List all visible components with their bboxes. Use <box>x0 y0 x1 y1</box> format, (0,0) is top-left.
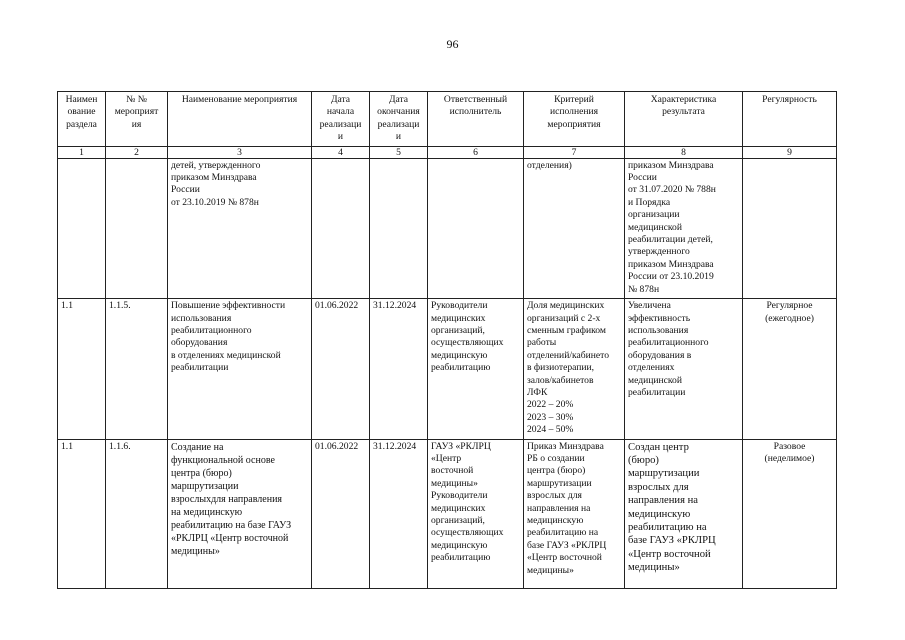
column-number: 8 <box>625 146 743 158</box>
column-number: 6 <box>428 146 524 158</box>
header-criterion: Критерий исполнения мероприятия <box>524 92 625 147</box>
page-number: 96 <box>446 37 459 51</box>
header-measure-number: № № мероприят ия <box>106 92 168 147</box>
cell-regularity <box>743 158 837 298</box>
cell-responsible <box>428 158 524 298</box>
header-start-date: Дата начала реализаци и <box>312 92 370 147</box>
cell-start-date: 01.06.2022 <box>312 299 370 439</box>
column-number: 9 <box>743 146 837 158</box>
cell-criterion: отделения) <box>524 158 625 298</box>
header-section-name: Наимен ование раздела <box>58 92 106 147</box>
column-number: 4 <box>312 146 370 158</box>
cell-regularity: Регулярное (ежегодное) <box>743 299 837 439</box>
cell-result: Создан центр (бюро) маршрутизации взрослых для направления на медицинскую реабилитацию на базе ГАУЗ «РКЛРЦ «Центр восточной медицины» <box>625 439 743 588</box>
cell-end-date: 31.12.2024 <box>370 299 428 439</box>
cell-result: приказом Минздрава России от 31.07.2020 № 788н и Порядка организации медицинской реабилитации детей, утвержденного приказом Минздрава России от 23.10.2019 № 878н <box>625 158 743 298</box>
header-end-date: Дата окончания реализаци и <box>370 92 428 147</box>
cell-number <box>106 158 168 298</box>
column-number-row <box>58 146 837 158</box>
cell-section: 1.1 <box>58 439 106 588</box>
header-regularity: Регулярность <box>743 92 837 147</box>
cell-criterion: Доля медицинских организаций с 2-х сменным графиком работы отделений/кабинето в физиотерапии, залов/кабинетов ЛФК 2022 – 20% 2023 – 30% 2024 – 50% <box>524 299 625 439</box>
cell-result: Увеличена эффективность использования реабилитационного оборудования в отделениях медицинской реабилитации <box>625 299 743 439</box>
cell-criterion: Приказ Минздрава РБ о создании центра (бюро) маршрутизации взрослых для направления на медицинскую реабилитацию на базе ГАУЗ «РКЛРЦ «Центр восточной медицины» <box>524 439 625 588</box>
column-number: 3 <box>168 146 312 158</box>
cell-responsible: Руководители медицинских организаций, осуществляющих медицинскую реабилитацию <box>428 299 524 439</box>
cell-end-date <box>370 158 428 298</box>
header-row <box>58 92 837 147</box>
cell-measure: Создание на функциональной основе центра (бюро) маршрутизации взрослыхдля направления на медицинскую реабилитацию на базе ГАУЗ «РКЛРЦ «Центр восточной медицины» <box>168 439 312 588</box>
cell-number: 1.1.6. <box>106 439 168 588</box>
cell-start-date: 01.06.2022 <box>312 439 370 588</box>
cell-measure: Повышение эффективности использования реабилитационного оборудования в отделениях медицинской реабилитации <box>168 299 312 439</box>
cell-section: 1.1 <box>58 299 106 439</box>
column-number: 1 <box>58 146 106 158</box>
header-responsible: Ответственный исполнитель <box>428 92 524 147</box>
table-row <box>58 299 837 439</box>
column-number: 2 <box>106 146 168 158</box>
measures-table <box>57 91 837 589</box>
cell-responsible: ГАУЗ «РКЛРЦ «Центр восточной медицины» Руководители медицинских организаций, осуществляющих медицинскую реабилитацию <box>428 439 524 588</box>
cell-section <box>58 158 106 298</box>
table-row <box>58 439 837 588</box>
column-number: 5 <box>370 146 428 158</box>
cell-number: 1.1.5. <box>106 299 168 439</box>
column-number: 7 <box>524 146 625 158</box>
header-measure-name: Наименование мероприятия <box>168 92 312 147</box>
cell-start-date <box>312 158 370 298</box>
cell-measure: детей, утвержденного приказом Минздрава России от 23.10.2019 № 878н <box>168 158 312 298</box>
header-result: Характеристика результата <box>625 92 743 147</box>
cell-end-date: 31.12.2024 <box>370 439 428 588</box>
table-row <box>58 158 837 298</box>
cell-regularity: Разовое (неделимое) <box>743 439 837 588</box>
